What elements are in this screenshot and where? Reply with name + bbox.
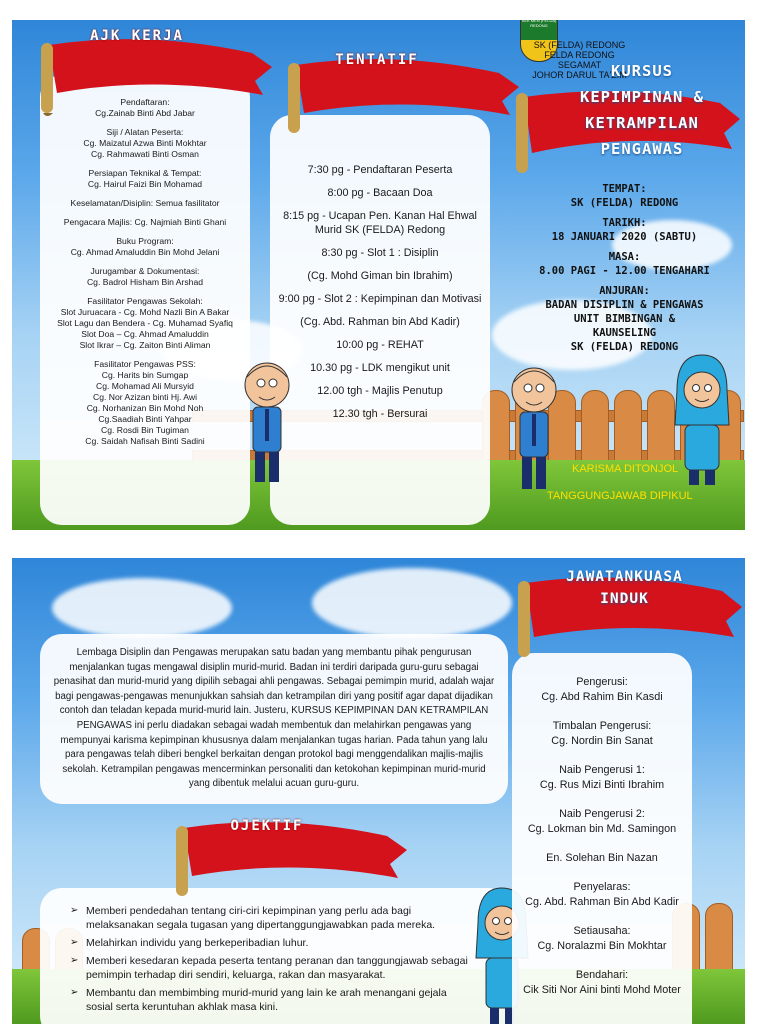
jawatankuasa-name: En. Solehan Bin Nazan [546,852,658,864]
jawatankuasa-entry [512,924,692,954]
jawatankuasa-list [512,675,692,1012]
address-line: FELDA REDONG [544,50,615,60]
ajk-role: Persiapan Teknikal & Tempat: [88,168,202,178]
jawatankuasa-entry [512,719,692,749]
jawatankuasa-name: Cg. Noralazmi Bin Mokhtar [537,940,667,952]
ajk-name: Cg. Maizatul Azwa Binti Mokhtar [83,138,207,148]
anjuran-label: ANJURAN: [599,285,650,297]
cloud [52,578,232,638]
jawatankuasa-name: Cg. Lokman bin Md. Samingon [527,823,677,835]
ajk-group [40,359,250,447]
jawatankuasa-entry [512,807,692,837]
brochure-back [12,558,745,1024]
ajk-role: Keselamatan/Disiplin: Semua fasilitator [70,198,220,208]
tentatif-item: 10.30 pg - LDK mengikut unit [310,362,450,374]
objektif-title: OJEKTIF [230,818,304,834]
jawatankuasa-role: Setiausaha: [573,925,631,937]
objektif-panel [40,888,510,1024]
tentatif-list [278,163,482,430]
anjuran-line: KAUNSELING [592,327,657,339]
tentatif-item: 8:00 pg - Bacaan Doa [327,187,433,199]
jawatankuasa-role: Naib Pengerusi 2: [559,808,645,820]
jawatankuasa-entry [512,968,692,998]
ajk-name: Cg. Rosdi Bin Tugiman [101,425,189,435]
ajk-role: Pendaftaran: [120,97,170,107]
boy-character-icon [502,360,567,500]
tentatif-item: 12.30 tgh - Bersurai [332,408,428,420]
ajk-name: Slot Lagu dan Bendera - Cg. Muhamad Syafiq [57,318,233,328]
jawatankuasa-role: Penyelaras: [573,881,631,893]
kursus-title-line: PENGAWAS [600,140,684,158]
ajk-kerja-panel [40,75,250,525]
tentatif-item: 8:15 pg - Ucapan Pen. Kanan Hal Ehwal Murid SK (FELDA) Redong [283,210,477,236]
ajk-name: Slot Doa – Cg. Ahmad Amaluddin [81,329,209,339]
ajk-group [40,236,250,258]
intro-paragraph: Lembaga Disiplin dan Pengawas merupakan satu badan yang membantu pihak pengurusan menjalankan tugas mengawal disiplin murid-murid. Badan ini terdiri daripada guru-guru sebagai penasihat dan murid-murid yang dipilih sebagai ahli pengawas. Sebagai pemimpin murid, adalah wajar bagi pengawas-pengawas menunjukkan sahsiah dan ketrampilan diri yang positif agar dapat dijadikan contoh dan teladan kepada murid-murid lain. Justeru, KURSUS KEPIMPINAN DAN KETRAMPILAN PENGAWAS ini perlu diadakan sebagai wadah membentuk dan melahirkan pengawas yang mempunyai karisma kepimpinan khususnya dalam menjalankan tugas harian. Pada tahun yang lalu para pengawas telah diberi bengkel berkaitan dengan protokol bagi menggendalikan majlis-majlis sekolah. Ketrampilan pengawas mencerminkan personaliti dan ketokohan kepimpinan murid-murid yang dibentuk melalui acuan guru-guru. [53,647,495,790]
boy-character-icon [235,355,295,490]
tentatif-title: TENTATIF [335,52,419,68]
jawatankuasa-title-line: INDUK [600,591,649,607]
ajk-name: Cg. Nor Azizan binti Hj. Awi [93,392,197,402]
masa-label: MASA: [608,251,641,263]
jawatankuasa-name: Cg. Nordin Bin Sanat [551,735,653,747]
tempat-label: TEMPAT: [602,183,647,195]
event-info [517,182,732,354]
objektif-item: ➢ Memberi pendedahan tentang ciri-ciri kepimpinan yang perlu ada bagi melaksanakan segala tugasan yang dipertanggungjawabkan pada mereka. [70,904,470,932]
kursus-title [547,58,737,162]
tarikh-label: TARIKH: [602,217,647,229]
ajk-name: Slot Ikrar – Cg. Zaiton Binti Aliman [79,340,211,350]
kursus-title-line: KETRAMPILAN [585,114,699,132]
slogan-1: KARISMA DITONJOL [572,463,679,475]
jawatankuasa-entry [512,763,692,793]
ajk-name: Cg. Badrol Hisham Bin Arshad [86,277,204,287]
tentatif-item: (Cg. Abd. Rahman bin Abd Kadir) [300,316,460,328]
tarikh-value: 18 JANUARI 2020 (SABTU) [551,231,698,243]
kursus-title-line: KURSUS [611,62,673,80]
ajk-group [40,217,250,228]
tentatif-panel [270,115,490,525]
ajk-kerja-title: AJK KERJA [90,28,184,44]
ajk-name: Cg. Norhanizan Bin Mohd Noh [86,403,204,413]
ajk-role: Fasilitator Pengawas PSS: [94,359,196,369]
jawatankuasa-role: Naib Pengerusi 1: [559,764,645,776]
jawatankuasa-role: Bendahari: [575,969,629,981]
anjuran-line: BADAN DISIPLIN & PENGAWAS [545,299,704,311]
slogan-2: TANGGUNGJAWAB DIPIKUL [547,490,693,502]
jawatankuasa-title [517,566,732,610]
ajk-role: Fasilitator Pengawas Sekolah: [87,296,203,306]
ajk-role: Buku Program: [116,236,174,246]
ajk-group [40,296,250,351]
ajk-name: Cg.Saadiah Binti Yahpar [98,414,192,424]
ajk-name: Cg. Harits bin Sumgap [101,370,189,380]
anjuran-line: SK (FELDA) REDONG [570,341,679,353]
ajk-role: Siji / Alatan Peserta: [106,127,184,137]
jawatankuasa-entry [512,675,692,705]
tentatif-item: (Cg. Mohd Giman bin Ibrahim) [307,270,453,282]
intro-panel [40,634,508,804]
anjuran-line: UNIT BIMBINGAN & [573,313,676,325]
objektif-item: ➢ Memberi kesedaran kepada peserta tentang peranan dan tanggungjawab sebagai pemimpin terhadap diri sendiri, keluarga, rakan dan masyarakat. [70,954,470,982]
ajk-role: Jurugambar & Dokumentasi: [90,266,200,276]
jawatankuasa-entry [512,880,692,910]
school-crest-text: SEK MEN (FELDA) REDONG [521,20,557,28]
jawatankuasa-name: Cg. Rus Mizi Binti Ibrahim [539,779,665,791]
ajk-group [40,266,250,288]
kursus-title-line: KEPIMPINAN & [580,88,704,106]
tentatif-item: 8:30 pg - Slot 1 : Disiplin [321,247,439,259]
jawatankuasa-name: Cik Siti Nor Aini binti Mohd Moter [523,984,681,996]
ajk-name: Cg. Mohamad Ali Mursyid [96,381,194,391]
address-line: SEGAMAT [557,60,602,70]
ajk-name: Cg. Rahmawati Binti Osman [91,149,199,159]
ajk-group [40,198,250,209]
brochure-front [12,20,745,530]
ajk-name: Cg. Hairul Faizi Bin Mohamad [87,179,203,189]
jawatankuasa-title-line: JAWATANKUASA [566,569,683,585]
ajk-name: Cg. Ahmad Amaluddin Bin Mohd Jelani [70,247,220,257]
ajk-group [40,168,250,190]
address-line: SK (FELDA) REDONG [533,40,626,50]
ajk-role: Pengacara Majlis: Cg. Najmiah Binti Ghani [63,217,227,227]
tentatif-item: 7:30 pg - Pendaftaran Peserta [307,164,453,176]
tentatif-item: 9:00 pg - Slot 2 : Kepimpinan dan Motivasi [278,293,482,305]
tentatif-item: 12.00 tgh - Majlis Penutup [317,385,443,397]
masa-value: 8.00 PAGI - 12.00 TENGAHARI [539,265,710,277]
ajk-group [40,127,250,160]
objektif-list [70,904,470,1018]
address-line: JOHOR DARUL TA'ZIM [532,70,627,80]
jawatankuasa-panel [512,653,692,1024]
jawatankuasa-role: Timbalan Pengerusi: [552,720,652,732]
anjuran-lines [517,298,732,354]
tentatif-item: 10:00 pg - REHAT [336,339,424,351]
cloud [312,568,512,638]
jawatankuasa-name: Cg. Abd Rahim Bin Kasdi [541,691,663,703]
tempat-value: SK (FELDA) REDONG [570,197,679,209]
ajk-kerja-list [40,97,250,455]
ajk-name: Cg.Zainab Binti Abd Jabar [95,108,195,118]
jawatankuasa-name: Cg. Abd. Rahman Bin Abd Kadir [525,896,679,908]
objektif-item: ➢ Membantu dan membimbing murid-murid yang lain ke arah menangani gejala sosial serta keruntuhan akhlak masa kini. [70,986,470,1014]
objektif-item: ➢ Melahirkan individu yang berkeperibadian luhur. [70,936,470,950]
jawatankuasa-entry [512,851,692,866]
jawatankuasa-role: Pengerusi: [576,676,628,688]
ajk-name: Cg. Saidah Nafisah Binti Sadini [85,436,205,446]
ajk-name: Slot Juruacara - Cg. Mohd Nazli Bin A Bakar [60,307,230,317]
